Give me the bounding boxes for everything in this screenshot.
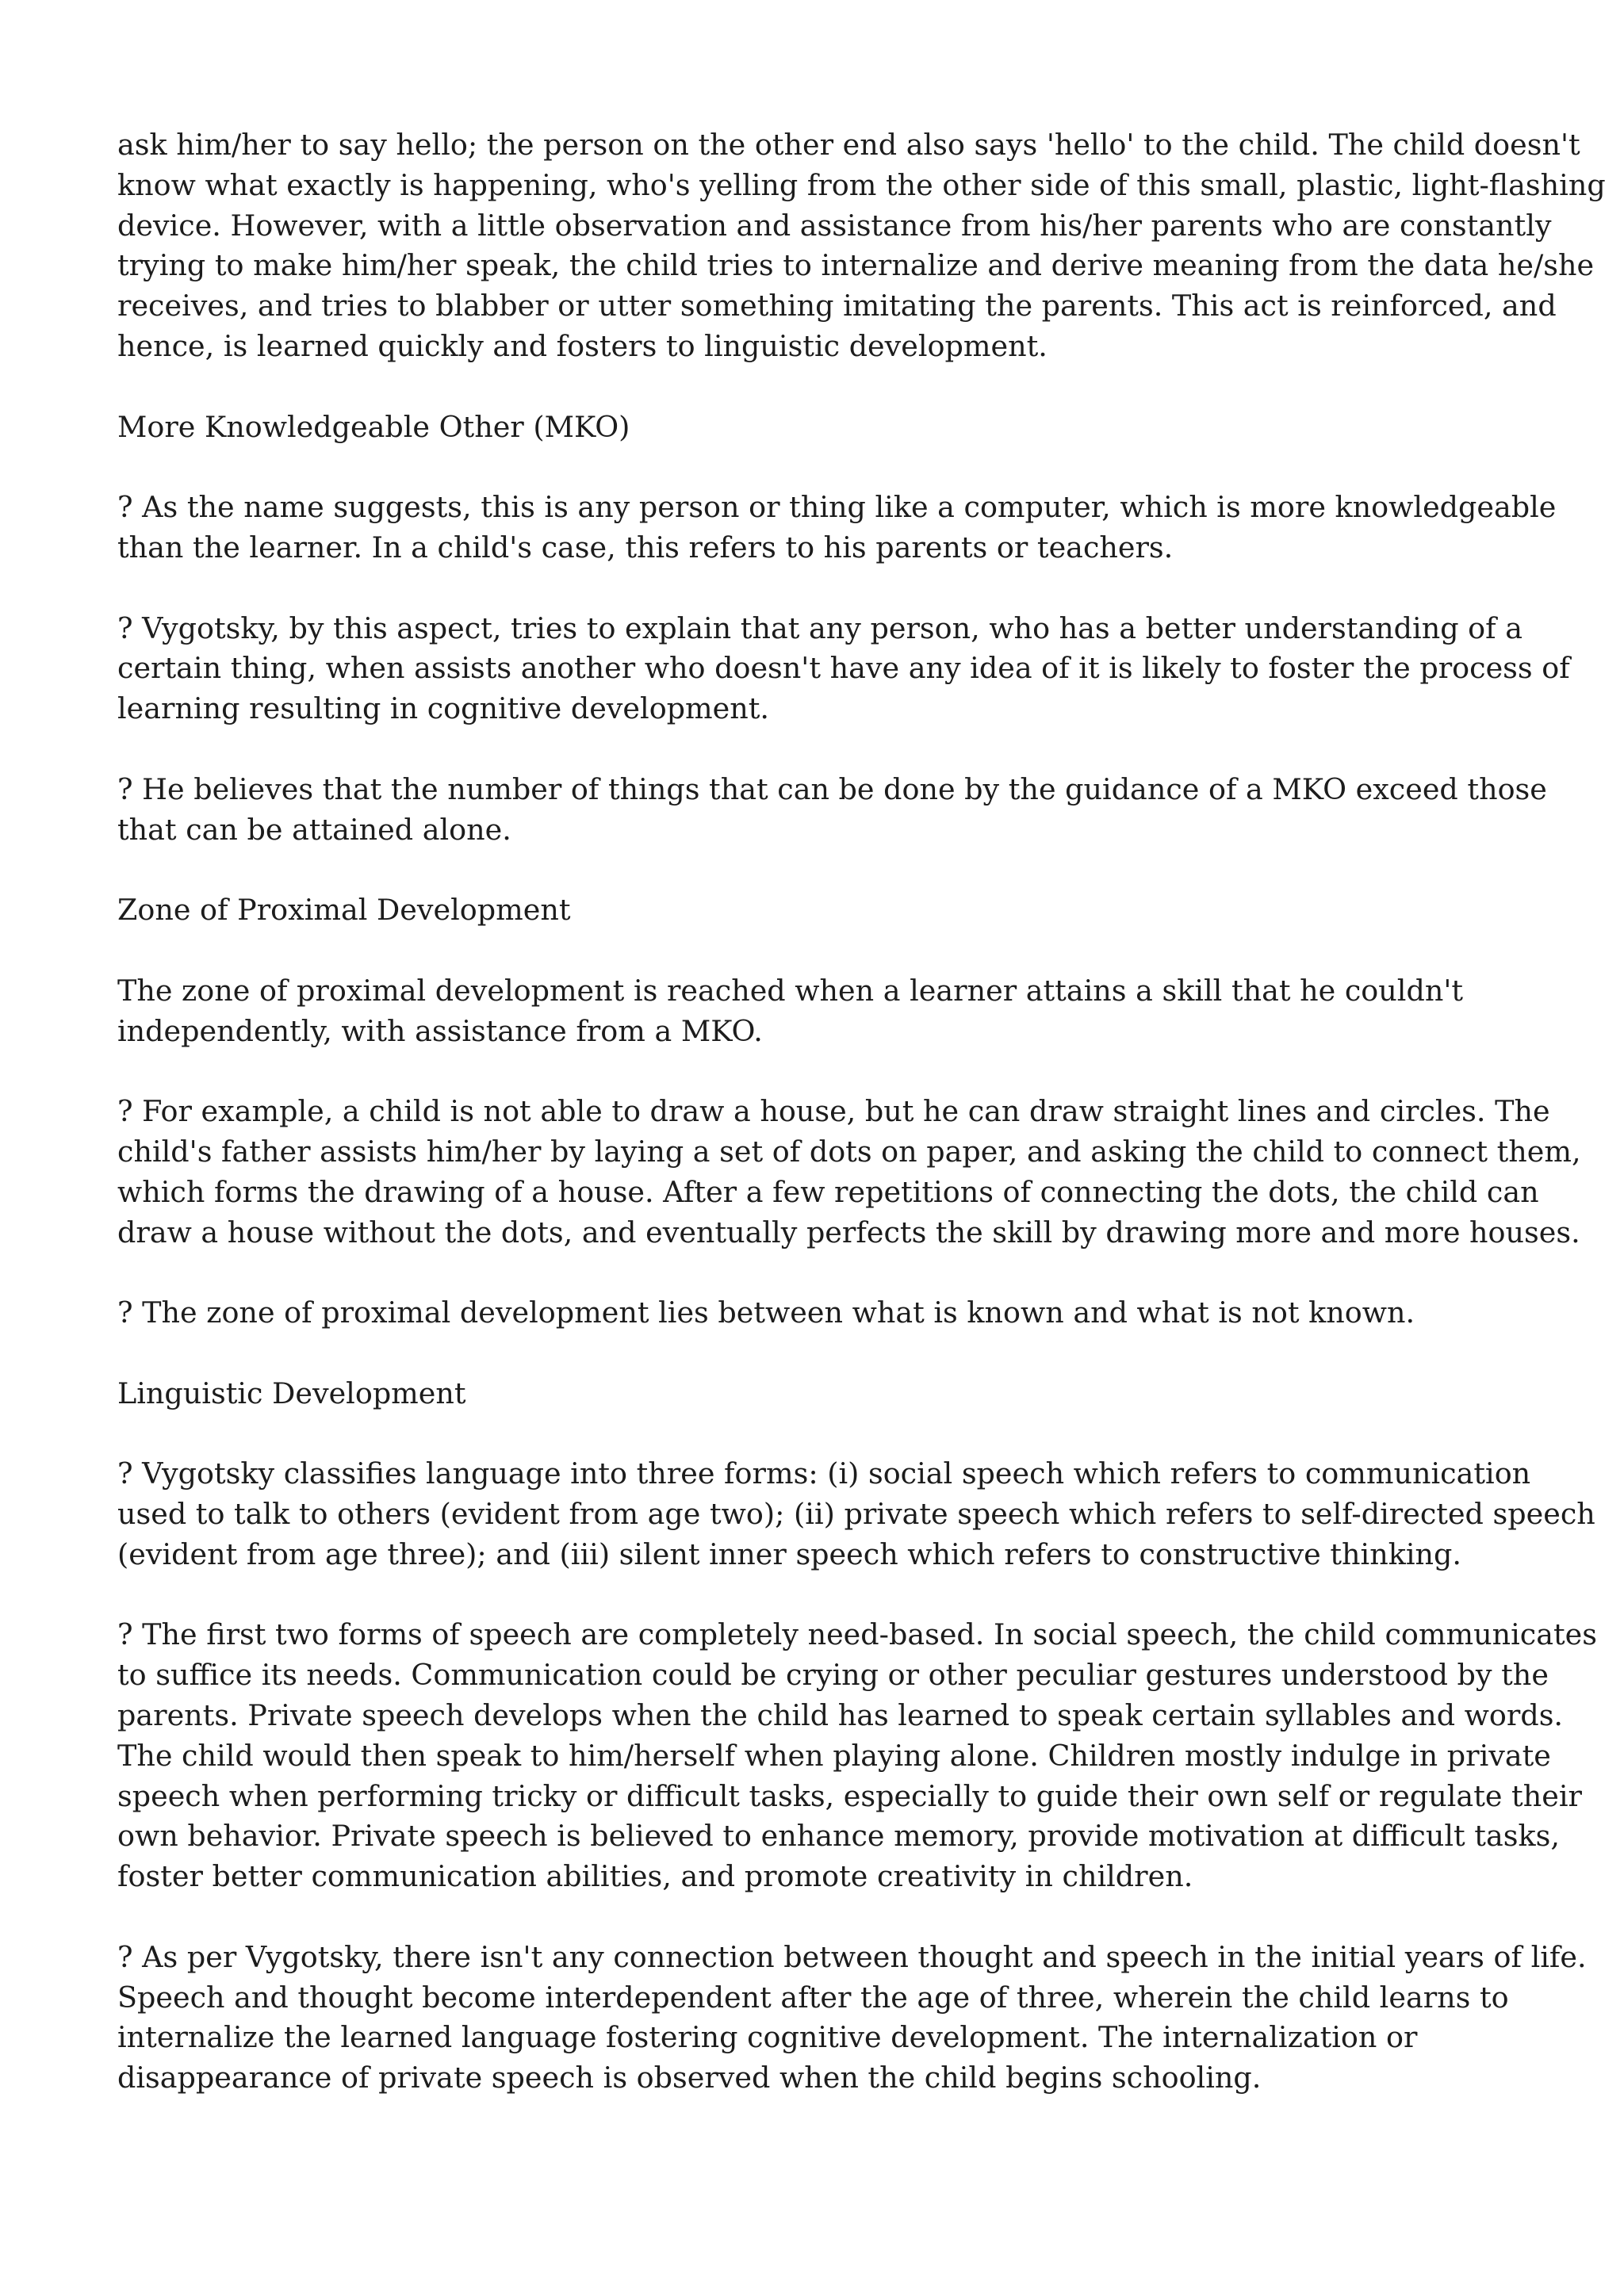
text-line: than the learner. In a child's case, this refers to his parents or teachers.: [117, 530, 1174, 564]
text-line: speech when performing tricky or difficult tasks, especially to guide their own self or regulate their: [117, 1778, 1582, 1813]
text-line: learning resulting in cognitive development.: [117, 691, 770, 726]
text-line: parents. Private speech develops when the child has learned to speak certain syllables and words.: [117, 1698, 1564, 1733]
text-line: internalize the learned language fostering cognitive development. The internalization or: [117, 2020, 1418, 2055]
text-line: ? The first two forms of speech are completely need-based. In social speech, the child communicates: [117, 1617, 1598, 1652]
text-line: trying to make him/her speak, the child tries to internalize and derive meaning from the data he/she: [117, 248, 1595, 283]
text-line: that can be attained alone.: [117, 812, 511, 847]
text-line: used to talk to others (evident from age two); (ii) private speech which refers to self-directed speech: [117, 1497, 1595, 1532]
text-line: Linguistic Development: [117, 1376, 466, 1410]
text-line: to suffice its needs. Communication could be crying or other peculiar gestures understood by the: [117, 1658, 1549, 1693]
paragraph-linguistic-1: [117, 1454, 1595, 1575]
text-line: independently, with assistance from a MKO.: [117, 1013, 763, 1048]
text-line: know what exactly is happening, who's yelling from the other side of this small, plastic, light-flashing: [117, 167, 1606, 202]
text-line: child's father assists him/her by laying a set of dots on paper, and asking the child to connect them,: [117, 1134, 1581, 1169]
text-line: device. However, with a little observation and assistance from his/her parents who are constantly: [117, 208, 1552, 243]
text-line: ? For example, a child is not able to draw a house, but he can draw straight lines and circles. The: [117, 1094, 1550, 1129]
paragraph-linguistic-2: [117, 1615, 1598, 1897]
text-line: Speech and thought become interdependent after the age of three, wherein the child learns to: [117, 1980, 1509, 2015]
text-line: ask him/her to say hello; the person on the other end also says 'hello' to the child. The child doesn't: [117, 128, 1580, 162]
text-line: ? As the name suggests, this is any person or thing like a computer, which is more knowledgeable: [117, 490, 1557, 525]
paragraph-zpd-2: [117, 1092, 1581, 1253]
text-line: More Knowledgeable Other (MKO): [117, 409, 630, 444]
text-line: which forms the drawing of a house. After a few repetitions of connecting the dots, the child can: [117, 1174, 1539, 1209]
text-line: (evident from age three); and (iii) silent inner speech which refers to constructive thinking.: [117, 1536, 1461, 1571]
section-heading-mko: [117, 408, 1529, 448]
section-heading-zpd: [117, 890, 1529, 931]
text-line: own behavior. Private speech is believed to enhance memory, provide motivation at difficult tasks,: [117, 1819, 1560, 1854]
text-line: Zone of Proximal Development: [117, 893, 571, 928]
text-line: receives, and tries to blabber or utter something imitating the parents. This act is reinforced, and: [117, 289, 1557, 323]
text-line: certain thing, when assists another who doesn't have any idea of it is likely to foster the process of: [117, 651, 1570, 686]
paragraph-mko-1: [117, 488, 1557, 568]
paragraph-zpd-1: [117, 971, 1529, 1052]
text-line: foster better communication abilities, and promote creativity in children.: [117, 1859, 1193, 1894]
paragraph-mko-2: [117, 609, 1570, 729]
text-line: ? He believes that the number of things that can be done by the guidance of a MKO exceed those: [117, 771, 1547, 806]
text-line: ? The zone of proximal development lies between what is known and what is not known.: [117, 1295, 1415, 1330]
text-line: The zone of proximal development is reached when a learner attains a skill that he couldn't: [117, 973, 1464, 1008]
text-line: draw a house without the dots, and eventually perfects the skill by drawing more and more houses.: [117, 1215, 1580, 1249]
paragraph-intro: [117, 125, 1606, 367]
text-line: The child would then speak to him/herself when playing alone. Children mostly indulge in private: [117, 1738, 1551, 1773]
text-line: disappearance of private speech is observed when the child begins schooling.: [117, 2061, 1262, 2095]
paragraph-mko-3: [117, 770, 1547, 851]
text-line: ? As per Vygotsky, there isn't any connection between thought and speech in the initial years of life.: [117, 1939, 1587, 1974]
text-line: hence, is learned quickly and fosters to linguistic development.: [117, 328, 1048, 363]
section-heading-linguistic: [117, 1374, 1529, 1414]
document-page: [117, 125, 1606, 2139]
text-line: ? Vygotsky classifies language into three forms: (i) social speech which refers to communication: [117, 1456, 1531, 1491]
paragraph-linguistic-3: [117, 1938, 1587, 2099]
text-line: ? Vygotsky, by this aspect, tries to explain that any person, who has a better understanding of a: [117, 610, 1523, 645]
paragraph-zpd-3: [117, 1293, 1529, 1334]
